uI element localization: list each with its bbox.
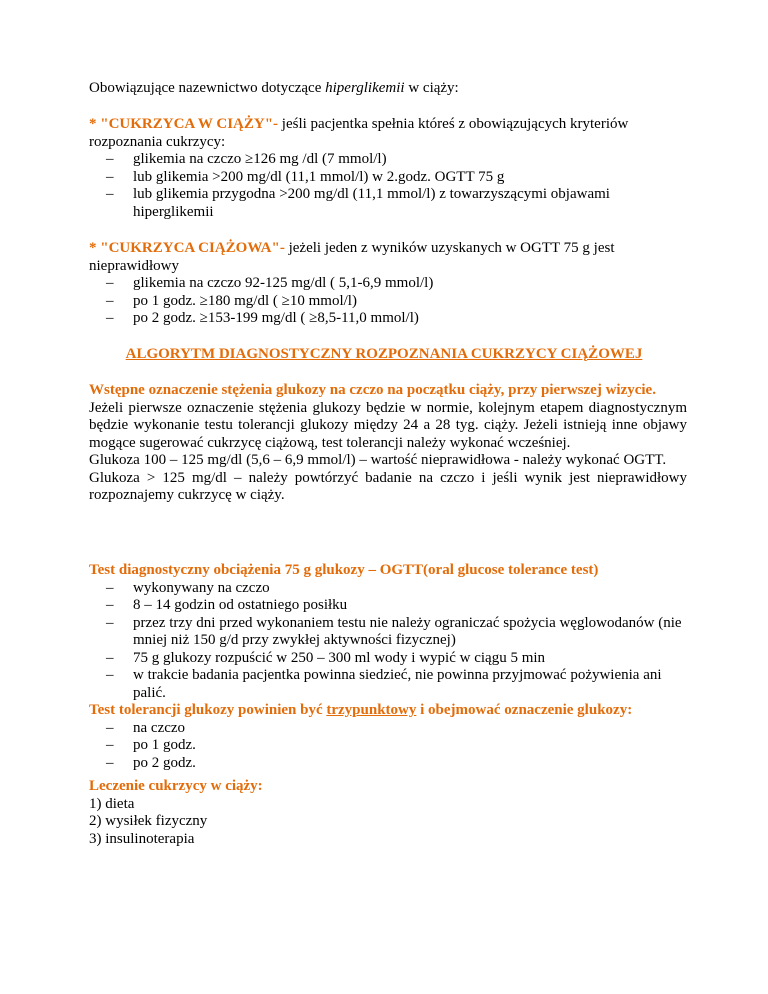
intro-text: Obowiązujące nazewnictwo dotyczące <box>89 80 326 96</box>
section-cukrzyca-ciazowa <box>89 240 687 328</box>
intro-text-end: w ciąży: <box>404 80 459 96</box>
section-leczenie <box>89 778 687 848</box>
section-2-text: jeżeli jeden z wyników uzyskanych w OGTT 75 g jest nieprawidłowy <box>89 240 615 274</box>
list-item: – 8 – 14 godzin od ostatniego posiłku <box>133 597 687 615</box>
section-4-heading: Test diagnostyczny obciążenia 75 g glukozy – OGTT(oral glucose tolerance test) <box>89 562 599 578</box>
section-3-paragraph-2: Glukoza 100 – 125 mg/dl (5,6 – 6,9 mmol/l) – wartość nieprawidłowa - należy wykonać OGTT. <box>89 452 667 468</box>
subheading-text: Test tolerancji glukozy powinien być <box>89 702 327 718</box>
section-1-heading: * "CUKRZYCA W CIĄŻY"- <box>89 116 279 132</box>
section-3-heading: Wstępne oznaczenie stężenia glukozy na czczo na początku ciąży, przy pierwszej wizycie. <box>89 382 656 398</box>
subheading-underlined: trzypunktowy <box>326 702 417 718</box>
treatment-item: 1) dieta <box>89 795 135 812</box>
list-item: – po 1 godz. ≥180 mg/dl ( ≥10 mmol/l) <box>133 293 687 311</box>
list-item: – po 2 godz. ≥153-199 mg/dl ( ≥8,5-11,0 mmol/l) <box>133 310 687 328</box>
section-1-list <box>89 151 687 221</box>
list-item: – przez trzy dni przed wykonaniem testu nie należy ograniczać spożycia węglowodanów (nie mniej niż 150 g/d przy zwykłej aktywności fizycznej) <box>133 615 687 650</box>
list-item: – po 1 godz. <box>133 737 687 755</box>
section-4-sublist <box>89 720 687 773</box>
list-item: – w trakcie badania pacjentka powinna siedzieć, nie powinna przyjmować pożywienia ani palić. <box>133 667 687 702</box>
section-wstepne-oznaczenie <box>89 382 687 505</box>
list-item: – wykonywany na czczo <box>133 580 687 598</box>
treatment-item: 2) wysiłek fizyczny <box>89 813 208 829</box>
section-test-diagnostyczny <box>89 562 687 772</box>
section-1-text: jeśli pacjentka spełnia któreś z obowiązujących kryteriów rozpoznania cukrzycy: <box>89 116 629 150</box>
intro-line <box>89 80 687 98</box>
list-item: – 75 g glukozy rozpuścić w 250 – 300 ml wody i wypić w ciągu 5 min <box>133 650 687 668</box>
list-item: – lub glikemia >200 mg/dl (11,1 mmol/l) w 2.godz. OGTT 75 g <box>133 169 687 187</box>
section-4-list <box>89 580 687 703</box>
section-2-paragraph <box>89 240 687 275</box>
list-item: – po 2 godz. <box>133 755 687 773</box>
list-item: – glikemia na czczo 92-125 mg/dl ( 5,1-6,9 mmol/l) <box>133 275 687 293</box>
section-1-paragraph <box>89 116 687 151</box>
section-cukrzyca-w-ciazy <box>89 116 687 221</box>
intro-italic: hiperglikemii <box>325 80 405 96</box>
treatment-item: 3) insulinoterapia <box>89 830 195 847</box>
list-item: – lub glikemia przygodna >200 mg/dl (11,1 mmol/l) z towarzyszącymi objawami hiperglikemii <box>133 186 687 221</box>
section-3-paragraph-1: Jeżeli pierwsze oznaczenie stężenia glukozy będzie w normie, kolejnym etapem diagnostycznym będzie wykonanie testu tolerancji glukozy między 24 a 28 tyg. ciąży. Jeżeli istnieją inne objawy mogące sugerować cukrzycę ciążową, test tolerancji należy wykonać wcześniej. <box>89 399 687 451</box>
section-2-list <box>89 275 687 328</box>
list-item: – na czczo <box>133 720 687 738</box>
section-4-subheading <box>89 702 687 720</box>
section-5-heading: Leczenie cukrzycy w ciąży: <box>89 778 263 794</box>
section-3-paragraph-3: Glukoza > 125 mg/dl – należy powtórzyć badanie na czczo i jeśli wynik jest nieprawidłowy rozpoznajemy cukrzycę w ciąży. <box>89 469 687 503</box>
list-item: – glikemia na czczo ≥126 mg /dl (7 mmol/l) <box>133 151 687 169</box>
subheading-text-end: i obejmować oznaczenie glukozy: <box>416 702 633 718</box>
section-2-heading: * "CUKRZYCA CIĄŻOWA"- <box>89 240 285 256</box>
page-title: ALGORYTM DIAGNOSTYCZNY ROZPOZNANIA CUKRZYCY CIĄŻOWEJ <box>125 346 643 362</box>
